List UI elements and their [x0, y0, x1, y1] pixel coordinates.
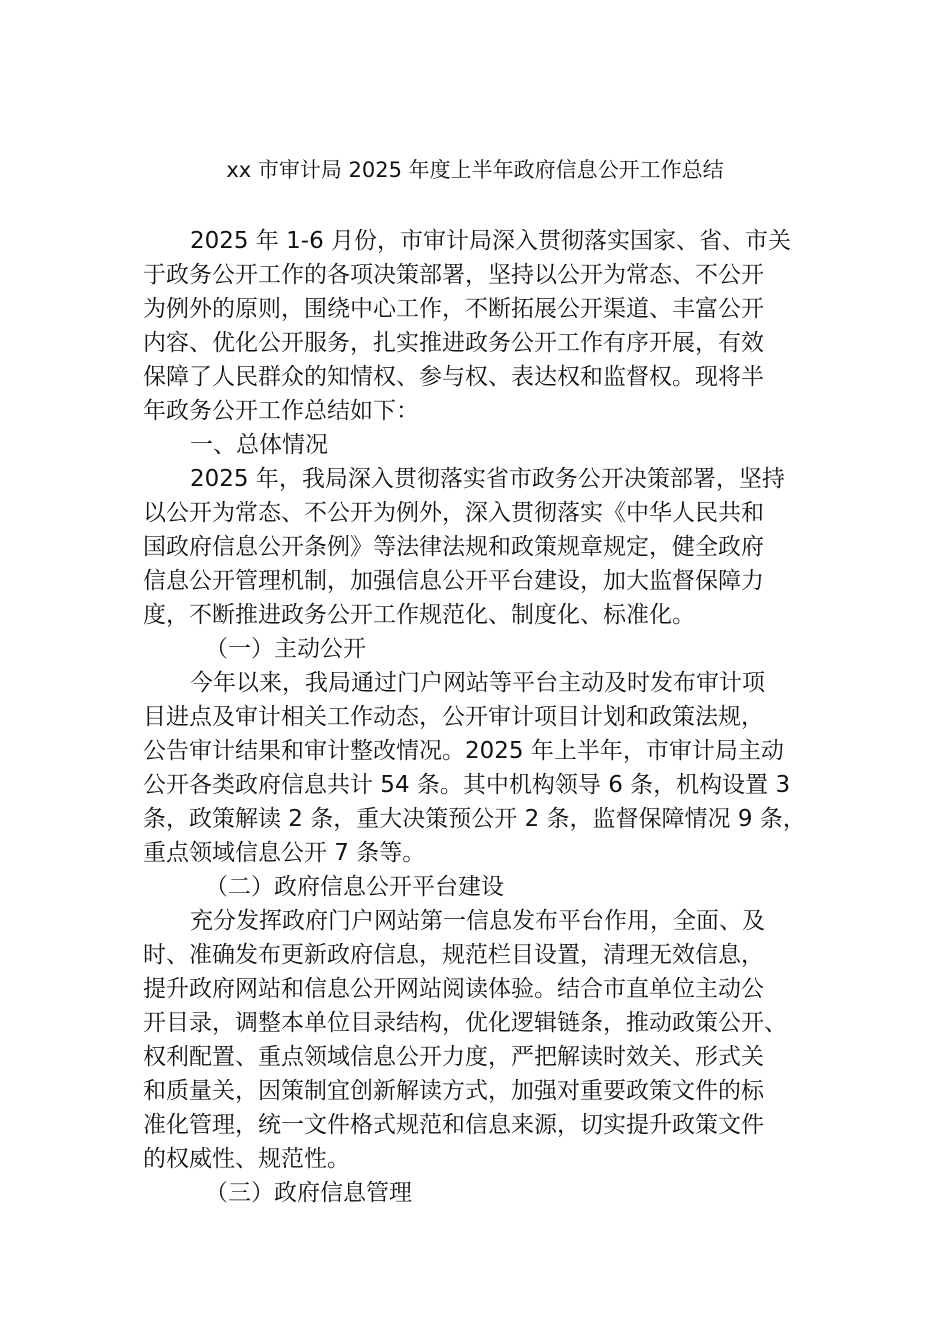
body-line: 公开各类政府信息共计 54 条。其中机构领导 6 条，机构设置 3 — [143, 772, 791, 798]
body-line: 条，政策解读 2 条，重大决策预公开 2 条，监督保障情况 9 条， — [143, 806, 806, 832]
body-line: 以公开为常态、不公开为例外，深入贯彻落实《中华人民共和 — [143, 500, 764, 526]
body-line: 2025 年，我局深入贯彻落实省市政务公开决策部署，坚持 — [190, 466, 785, 492]
body-line: 权利配置、重点领域信息公开力度，严把解读时效关、形式关 — [143, 1044, 764, 1070]
body-line: 保障了人民群众的知情权、参与权、表达权和监督权。现将半 — [143, 364, 764, 390]
body-line: （三）政府信息管理 — [205, 1180, 412, 1206]
body-line: 准化管理，统一文件格式规范和信息来源，切实提升政策文件 — [143, 1112, 764, 1138]
body-line: 目进点及审计相关工作动态，公开审计项目计划和政策法规， — [143, 704, 764, 730]
body-line: 开目录，调整本单位目录结构，优化逻辑链条，推动政策公开、 — [143, 1010, 787, 1036]
body-line: 公告审计结果和审计整改情况。2025 年上半年，市审计局主动 — [143, 738, 784, 764]
body-line: 的权威性、规范性。 — [143, 1146, 350, 1172]
body-line: 于政务公开工作的各项决策部署，坚持以公开为常态、不公开 — [143, 262, 764, 288]
body-line: 年政务公开工作总结如下： — [143, 398, 419, 424]
body-line: 一、总体情况 — [190, 432, 328, 458]
body-line: 今年以来，我局通过门户网站等平台主动及时发布审计项 — [190, 670, 765, 696]
body-line: 为例外的原则，围绕中心工作，不断拓展公开渠道、丰富公开 — [143, 296, 764, 322]
body-line: 国政府信息公开条例》等法律法规和政策规章规定，健全政府 — [143, 534, 764, 560]
body-line: （二）政府信息公开平台建设 — [205, 874, 504, 900]
body-line: 提升政府网站和信息公开网站阅读体验。结合市直单位主动公 — [143, 976, 764, 1002]
document-title: xx 市审计局 2025 年度上半年政府信息公开工作总结 — [226, 158, 724, 182]
body-line: 重点领域信息公开 7 条等。 — [143, 840, 426, 866]
body-line: 时、准确发布更新政府信息，规范栏目设置，清理无效信息， — [143, 942, 764, 968]
body-line: 度，不断推进政务公开工作规范化、制度化、标准化。 — [143, 602, 695, 628]
body-line: （一）主动公开 — [205, 636, 366, 662]
body-line: 充分发挥政府门户网站第一信息发布平台作用，全面、及 — [190, 908, 765, 934]
body-line: 内容、优化公开服务，扎实推进政务公开工作有序开展，有效 — [143, 330, 764, 356]
body-line: 和质量关，因策制宜创新解读方式，加强对重要政策文件的标 — [143, 1078, 764, 1104]
body-line: 信息公开管理机制，加强信息公开平台建设，加大监督保障力 — [143, 568, 764, 594]
body-line: 2025 年 1-6 月份，市审计局深入贯彻落实国家、省、市关 — [190, 228, 792, 254]
document-body — [143, 224, 823, 1210]
